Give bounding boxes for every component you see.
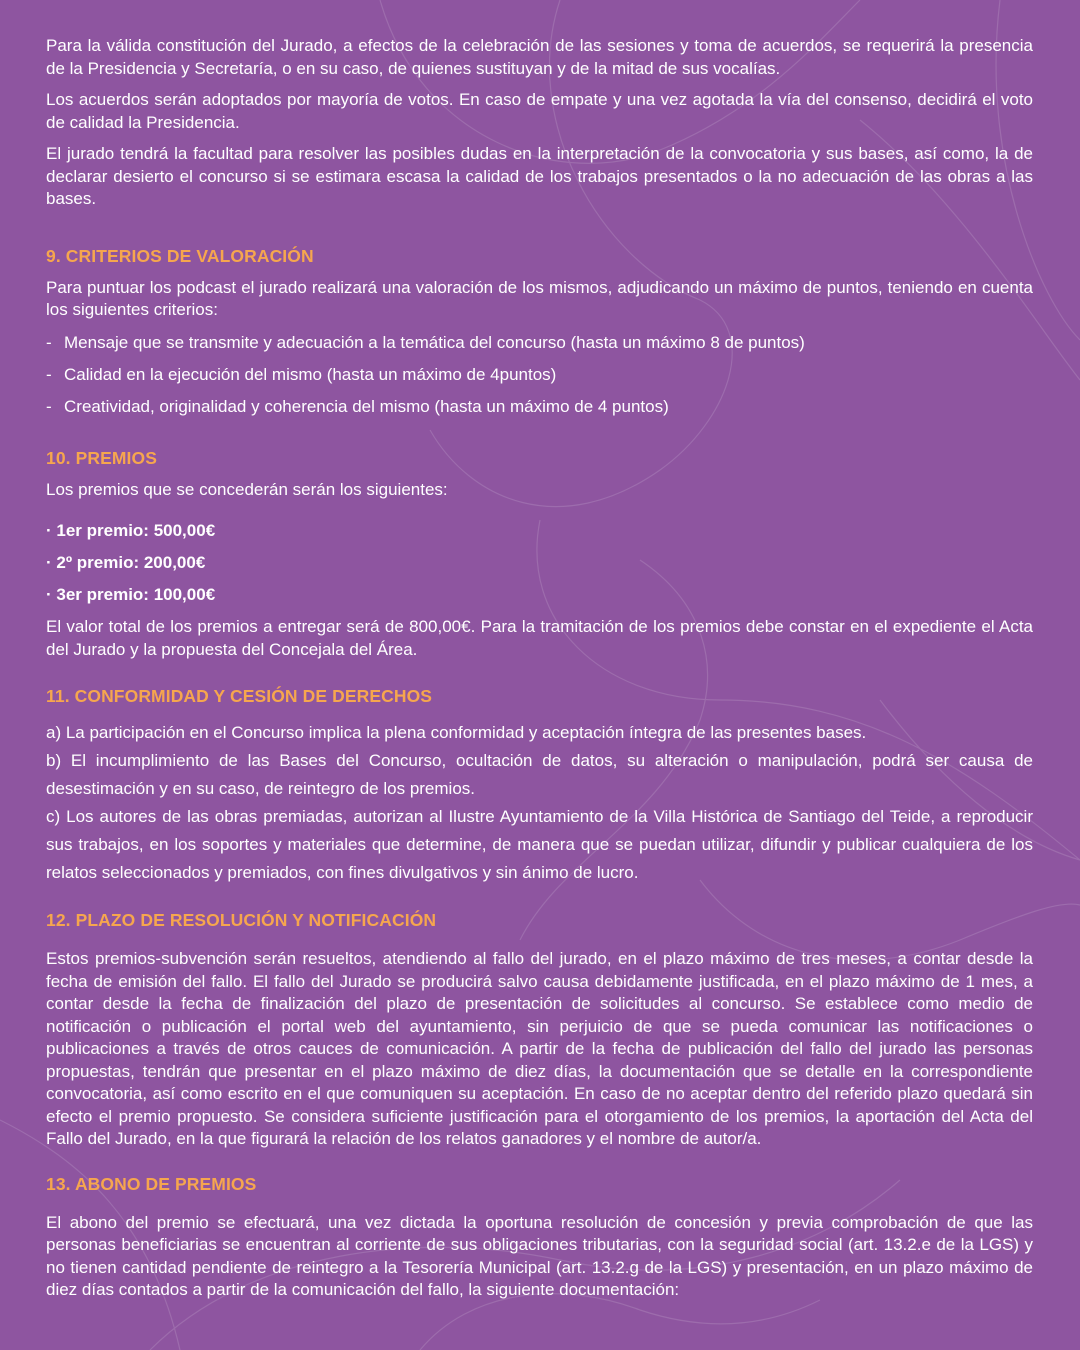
- section-11-title: 11. CONFORMIDAD Y CESIÓN DE DERECHOS: [46, 686, 433, 706]
- intro-paragraph-3: El jurado tendrá la facultad para resolver las posibles dudas en la interpretación de la convocatoria y sus bases, así como, la de declarar desierto el concurso si se estimara escasa la calidad de los trabajos presentados o la no adecuación de las obras a las bases.: [46, 144, 1033, 208]
- clause-c: c) Los autores de las obras premiadas, autorizan al Ilustre Ayuntamiento de la Villa Histórica de Santiago del Teide, a reproducir sus trabajos, en los soportes y materiales que determine, de manera que se puedan utilizar, difundir y publicar cualquiera de los relatos seleccionados y premiados, con fines divulgativos y sin ánimo de lucro.: [46, 807, 1033, 882]
- list-item: [46, 332, 1033, 354]
- section-13-title: 13. ABONO DE PREMIOS: [46, 1173, 257, 1194]
- section-10-intro: Los premios que se concederán serán los siguientes:: [46, 479, 448, 499]
- section-9-title: 9. CRITERIOS DE VALORACIÓN: [46, 245, 314, 266]
- list-item: [46, 396, 1033, 418]
- list-item: [46, 364, 1033, 386]
- dash-marker: -: [46, 396, 52, 416]
- section-10-closing: El valor total de los premios a entregar será de 800,00€. Para la tramitación de los premios debe constar en el expediente el Acta del Jurado y la propuesta del Concejala del Área.: [46, 617, 1033, 659]
- criteria-list: [46, 332, 1033, 418]
- criterion-text: Calidad en la ejecución del mismo (hasta un máximo de 4puntos): [64, 364, 557, 384]
- prize-third: · 3er premio: 100,00€: [46, 585, 216, 604]
- dash-marker: -: [46, 364, 52, 384]
- section-9-intro: Para puntuar los podcast el jurado realizará una valoración de los mismos, adjudicando un máximo de puntos, teniendo en cuenta los siguientes criterios:: [46, 277, 1033, 319]
- criterion-text: Creatividad, originalidad y coherencia del mismo (hasta un máximo de 4 puntos): [64, 396, 669, 416]
- clause-a: a) La participación en el Concurso implica la plena conformidad y aceptación íntegra de las presentes bases.: [46, 723, 867, 742]
- document-body: [46, 35, 1033, 1302]
- section-12-title: 12. PLAZO DE RESOLUCIÓN Y NOTIFICACIÓN: [46, 910, 437, 930]
- intro-paragraph-1: Para la válida constitución del Jurado, a efectos de la celebración de las sesiones y toma de acuerdos, se requerirá la presencia de la Presidencia y Secretaría, o en su caso, de quienes sustituyan y de la mitad de sus vocalías.: [46, 36, 1033, 78]
- intro-paragraph-2: Los acuerdos serán adoptados por mayoría de votos. En caso de empate y una vez agotada la vía del consenso, decidirá el voto de calidad la Presidencia.: [46, 90, 1033, 132]
- criterion-text: Mensaje que se transmite y adecuación a la temática del concurso (hasta un máximo 8 de puntos): [64, 332, 805, 352]
- section-11-body: [46, 719, 1033, 887]
- section-13-body: El abono del premio se efectuará, una vez dictada la oportuna resolución de concesión y previa comprobación de que las personas beneficiarias se encuentran al corriente de sus obligaciones tributarias, con la seguridad social (art. 13.2.e de la LGS) y no tienen cantidad pendiente de reintegro a la Tesorería Municipal (art. 13.2.g de la LGS) y presentación, en un plazo máximo de diez días contados a partir de la comunicación del fallo, la siguiente documentación:: [46, 1212, 1033, 1299]
- dash-marker: -: [46, 332, 52, 352]
- section-12-body: Estos premios-subvención serán resueltos, atendiendo al fallo del jurado, en el plazo máximo de tres meses, a contar desde la fecha de emisión del fallo. El fallo del Jurado se producirá salvo causa debidamente justificada, en el plazo máximo de 1 mes, a contar desde la fecha de finalización del plazo de presentación de solicitudes al concurso. Se establece como medio de notificación o publicación el portal web del ayuntamiento, sin perjuicio de que se pueda comunicar las notificaciones o publicaciones a través de otros cauces de comunicación. A partir de la fecha de publicación del fallo del jurado las personas propuestas, tendrán que presentar en el plazo máximo de diez días, la documentación que se detalle en la correspondiente convocatoria, así como escrito en el que comuniquen su aceptación. En caso de no aceptar dentro del referido plazo quedará sin efecto el premio propuesto. Se considera suficiente justificación para el otorgamiento de los premios, la aportación del Acta del Fallo del Jurado, en la que figurará la relación de los relatos ganadores y el nombre de autor/a.: [46, 949, 1033, 1148]
- prize-second: · 2º premio: 200,00€: [46, 553, 206, 572]
- clause-b: b) El incumplimiento de las Bases del Concurso, ocultación de datos, su alteración o manipulación, podrá ser causa de desestimación y en su caso, de reintegro de los premios.: [46, 751, 1033, 798]
- prize-first: · 1er premio: 500,00€: [46, 521, 216, 540]
- section-10-title: 10. PREMIOS: [46, 447, 157, 468]
